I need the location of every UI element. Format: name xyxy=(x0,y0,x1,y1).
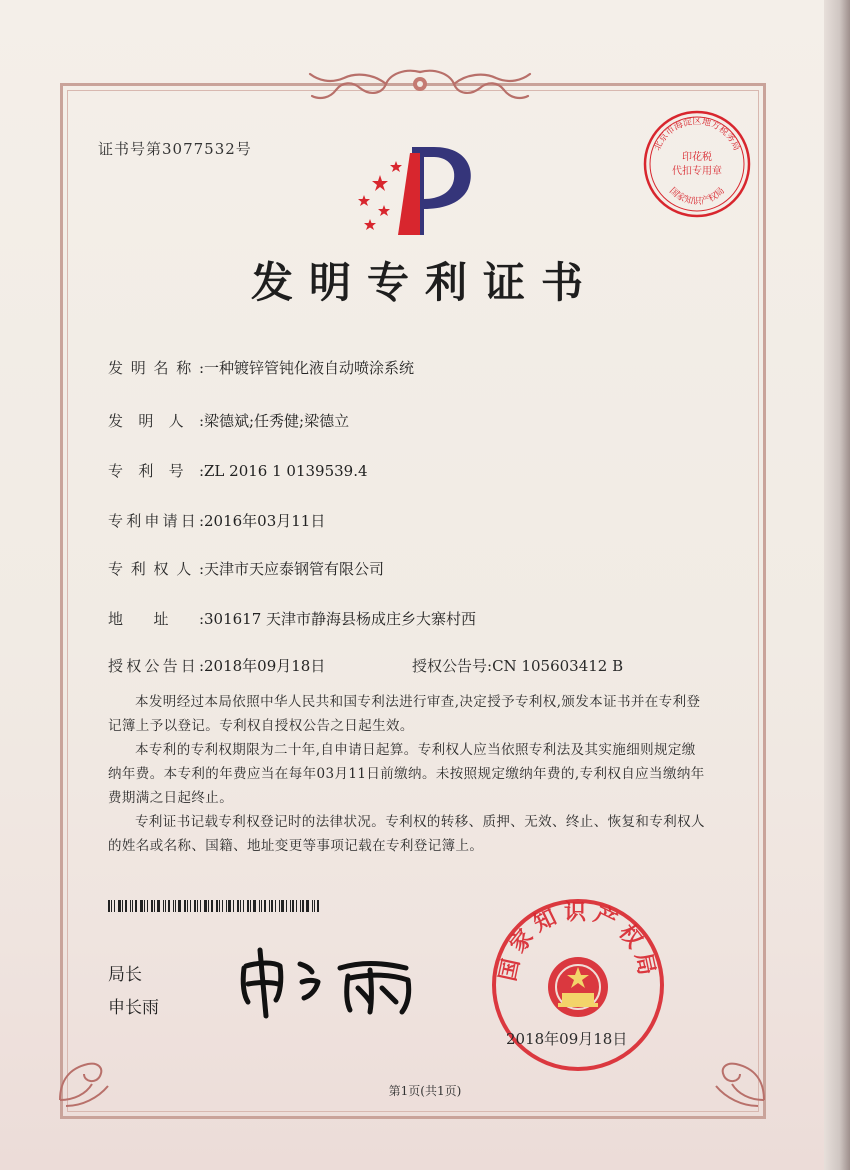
barcode-bar xyxy=(114,900,115,912)
barcode-bar xyxy=(168,900,170,912)
director-role: 局长 xyxy=(108,965,142,985)
barcode-bar xyxy=(300,900,301,912)
field-inventors xyxy=(108,410,349,431)
barcode-bar xyxy=(259,900,260,912)
field-label: 地址: xyxy=(108,610,204,628)
barcode-bar xyxy=(306,900,309,912)
barcode-bar xyxy=(178,900,181,912)
paragraph-1: 本发明经过本局依照中华人民共和国专利法进行审查,决定授予专利权,颁发本证书并在专利登记簿上予以登记。专利权自授权公告之日起生效。 xyxy=(108,694,701,734)
barcode-bar xyxy=(233,900,234,912)
barcode-bar xyxy=(140,900,143,912)
barcode-bar xyxy=(211,900,213,912)
barcode-bar xyxy=(275,900,276,912)
barcode-bar xyxy=(175,900,176,912)
barcode-bar xyxy=(147,900,148,912)
certificate-number: 证书号第3077532号 xyxy=(98,140,252,158)
field-value: 梁德斌;任秀健;梁德立 xyxy=(204,412,350,430)
patent-office-logo-icon xyxy=(350,143,480,238)
barcode-bar xyxy=(118,900,121,912)
barcode-bar xyxy=(154,900,155,912)
barcode-bar xyxy=(173,900,174,912)
barcode-bar xyxy=(240,900,241,912)
barcode-bar xyxy=(312,900,313,912)
field-label: 授权公告号: xyxy=(412,657,493,675)
barcode-bar xyxy=(111,900,112,912)
field-value: 天津市天应泰钢管有限公司 xyxy=(204,560,385,578)
barcode-bar xyxy=(130,900,131,912)
barcode-bar xyxy=(286,900,287,912)
barcode-bar xyxy=(219,900,220,912)
barcode-bar xyxy=(157,900,160,912)
barcode-bar xyxy=(228,900,231,912)
tax-stamp-bottom-text: 国家知识产权局 xyxy=(667,186,727,207)
field-value: 301617 天津市静海县杨成庄乡大寨村西 xyxy=(204,610,477,628)
field-label: 发明人: xyxy=(108,412,204,430)
field-value: 一种镀锌管钝化液自动喷涂系统 xyxy=(204,359,415,377)
director-signature xyxy=(230,940,430,1020)
field-label: 发明名称: xyxy=(108,359,204,377)
barcode-bar xyxy=(226,900,227,912)
director-name: 申长雨 xyxy=(108,998,159,1018)
barcode-bar xyxy=(184,900,186,912)
barcode-bar xyxy=(190,900,191,912)
barcode-bar xyxy=(144,900,145,912)
barcode-bar xyxy=(296,900,297,912)
barcode-bar xyxy=(163,900,164,912)
field-address xyxy=(108,608,476,629)
field-invention-name xyxy=(108,357,414,378)
tax-stamp-center-line1: 印花税 xyxy=(682,152,712,163)
page-number: 第1页(共1页) xyxy=(388,1084,462,1098)
top-ornament-icon xyxy=(290,66,550,106)
seal-text: 国家知识产权局 xyxy=(494,899,662,984)
barcode-bar xyxy=(132,900,133,912)
body-text xyxy=(108,690,708,858)
tax-stamp-ring-text: 北京市海淀区地方税务局 xyxy=(652,117,742,153)
barcode-bar xyxy=(208,900,209,912)
corner-ornament-icon xyxy=(52,1050,116,1108)
field-patent-number xyxy=(108,460,368,481)
svg-text:国家知识产权局 xyxy=(667,185,727,207)
field-filing-date xyxy=(108,510,325,531)
field-label: 专利号: xyxy=(108,462,204,480)
barcode-bar xyxy=(197,900,198,912)
barcode-bar xyxy=(279,900,280,912)
barcode-bar xyxy=(204,900,207,912)
barcode-bar xyxy=(314,900,315,912)
field-patentee xyxy=(108,558,384,579)
barcode-bar xyxy=(253,900,256,912)
barcode-bar xyxy=(281,900,284,912)
barcode-bar xyxy=(264,900,266,912)
barcode-bar xyxy=(243,900,244,912)
field-value: CN 105603412 B xyxy=(492,657,624,675)
barcode-bar xyxy=(122,900,123,912)
paragraph-3: 专利证书记载专利权登记时的法律状况。专利权的转移、质押、无效、终止、恢复和专利权人的姓名或名称、国籍、地址变更等事项记载在专利登记簿上。 xyxy=(108,814,705,854)
barcode-bar xyxy=(200,900,201,912)
barcode-bar xyxy=(269,900,270,912)
field-value: 2016年03月11日 xyxy=(204,512,326,530)
barcode-bar xyxy=(302,900,304,912)
barcode-bar xyxy=(194,900,196,912)
field-label: 授权公告日: xyxy=(108,657,204,675)
barcode-bar xyxy=(125,900,127,912)
barcode-bar xyxy=(165,900,166,912)
field-label: 专利权人: xyxy=(108,560,204,578)
barcode-bar xyxy=(317,900,319,912)
tax-stamp xyxy=(641,108,753,220)
field-value: 2018年09月18日 xyxy=(204,657,326,675)
barcode-bar xyxy=(151,900,153,912)
national-emblem-icon xyxy=(548,957,608,1017)
barcode-bar xyxy=(237,900,239,912)
barcode xyxy=(108,900,358,912)
corner-ornament-icon xyxy=(708,1050,772,1108)
barcode-bar xyxy=(250,900,251,912)
barcode-bar xyxy=(290,900,291,912)
barcode-bar xyxy=(222,900,223,912)
field-grant-publication-number xyxy=(412,655,623,676)
page-edge xyxy=(824,0,850,1170)
svg-text:北京市海淀区地方税务局 xyxy=(651,115,743,152)
barcode-bar xyxy=(271,900,273,912)
barcode-bar xyxy=(292,900,294,912)
seal-date: 2018年09月18日 xyxy=(506,1030,628,1048)
field-grant-date xyxy=(108,655,325,676)
field-value: ZL 2016 1 0139539.4 xyxy=(204,462,368,480)
certificate-title: 发明专利证书 xyxy=(250,258,599,307)
paragraph-2: 本专利的专利权期限为二十年,自申请日起算。专利权人应当依照专利法及其实施细则规定缴纳年费。本专利的年费应当在每年03月11日前缴纳。未按照规定缴纳年费的,专利权自应当缴纳年费期满之日起终止。 xyxy=(108,742,705,806)
barcode-bar xyxy=(135,900,137,912)
barcode-bar xyxy=(108,900,110,912)
tax-stamp-center-line2: 代扣专用章 xyxy=(672,166,722,177)
barcode-bar xyxy=(216,900,218,912)
barcode-bar xyxy=(187,900,188,912)
barcode-bar xyxy=(247,900,249,912)
field-label: 专利申请日: xyxy=(108,512,204,530)
barcode-bar xyxy=(261,900,262,912)
